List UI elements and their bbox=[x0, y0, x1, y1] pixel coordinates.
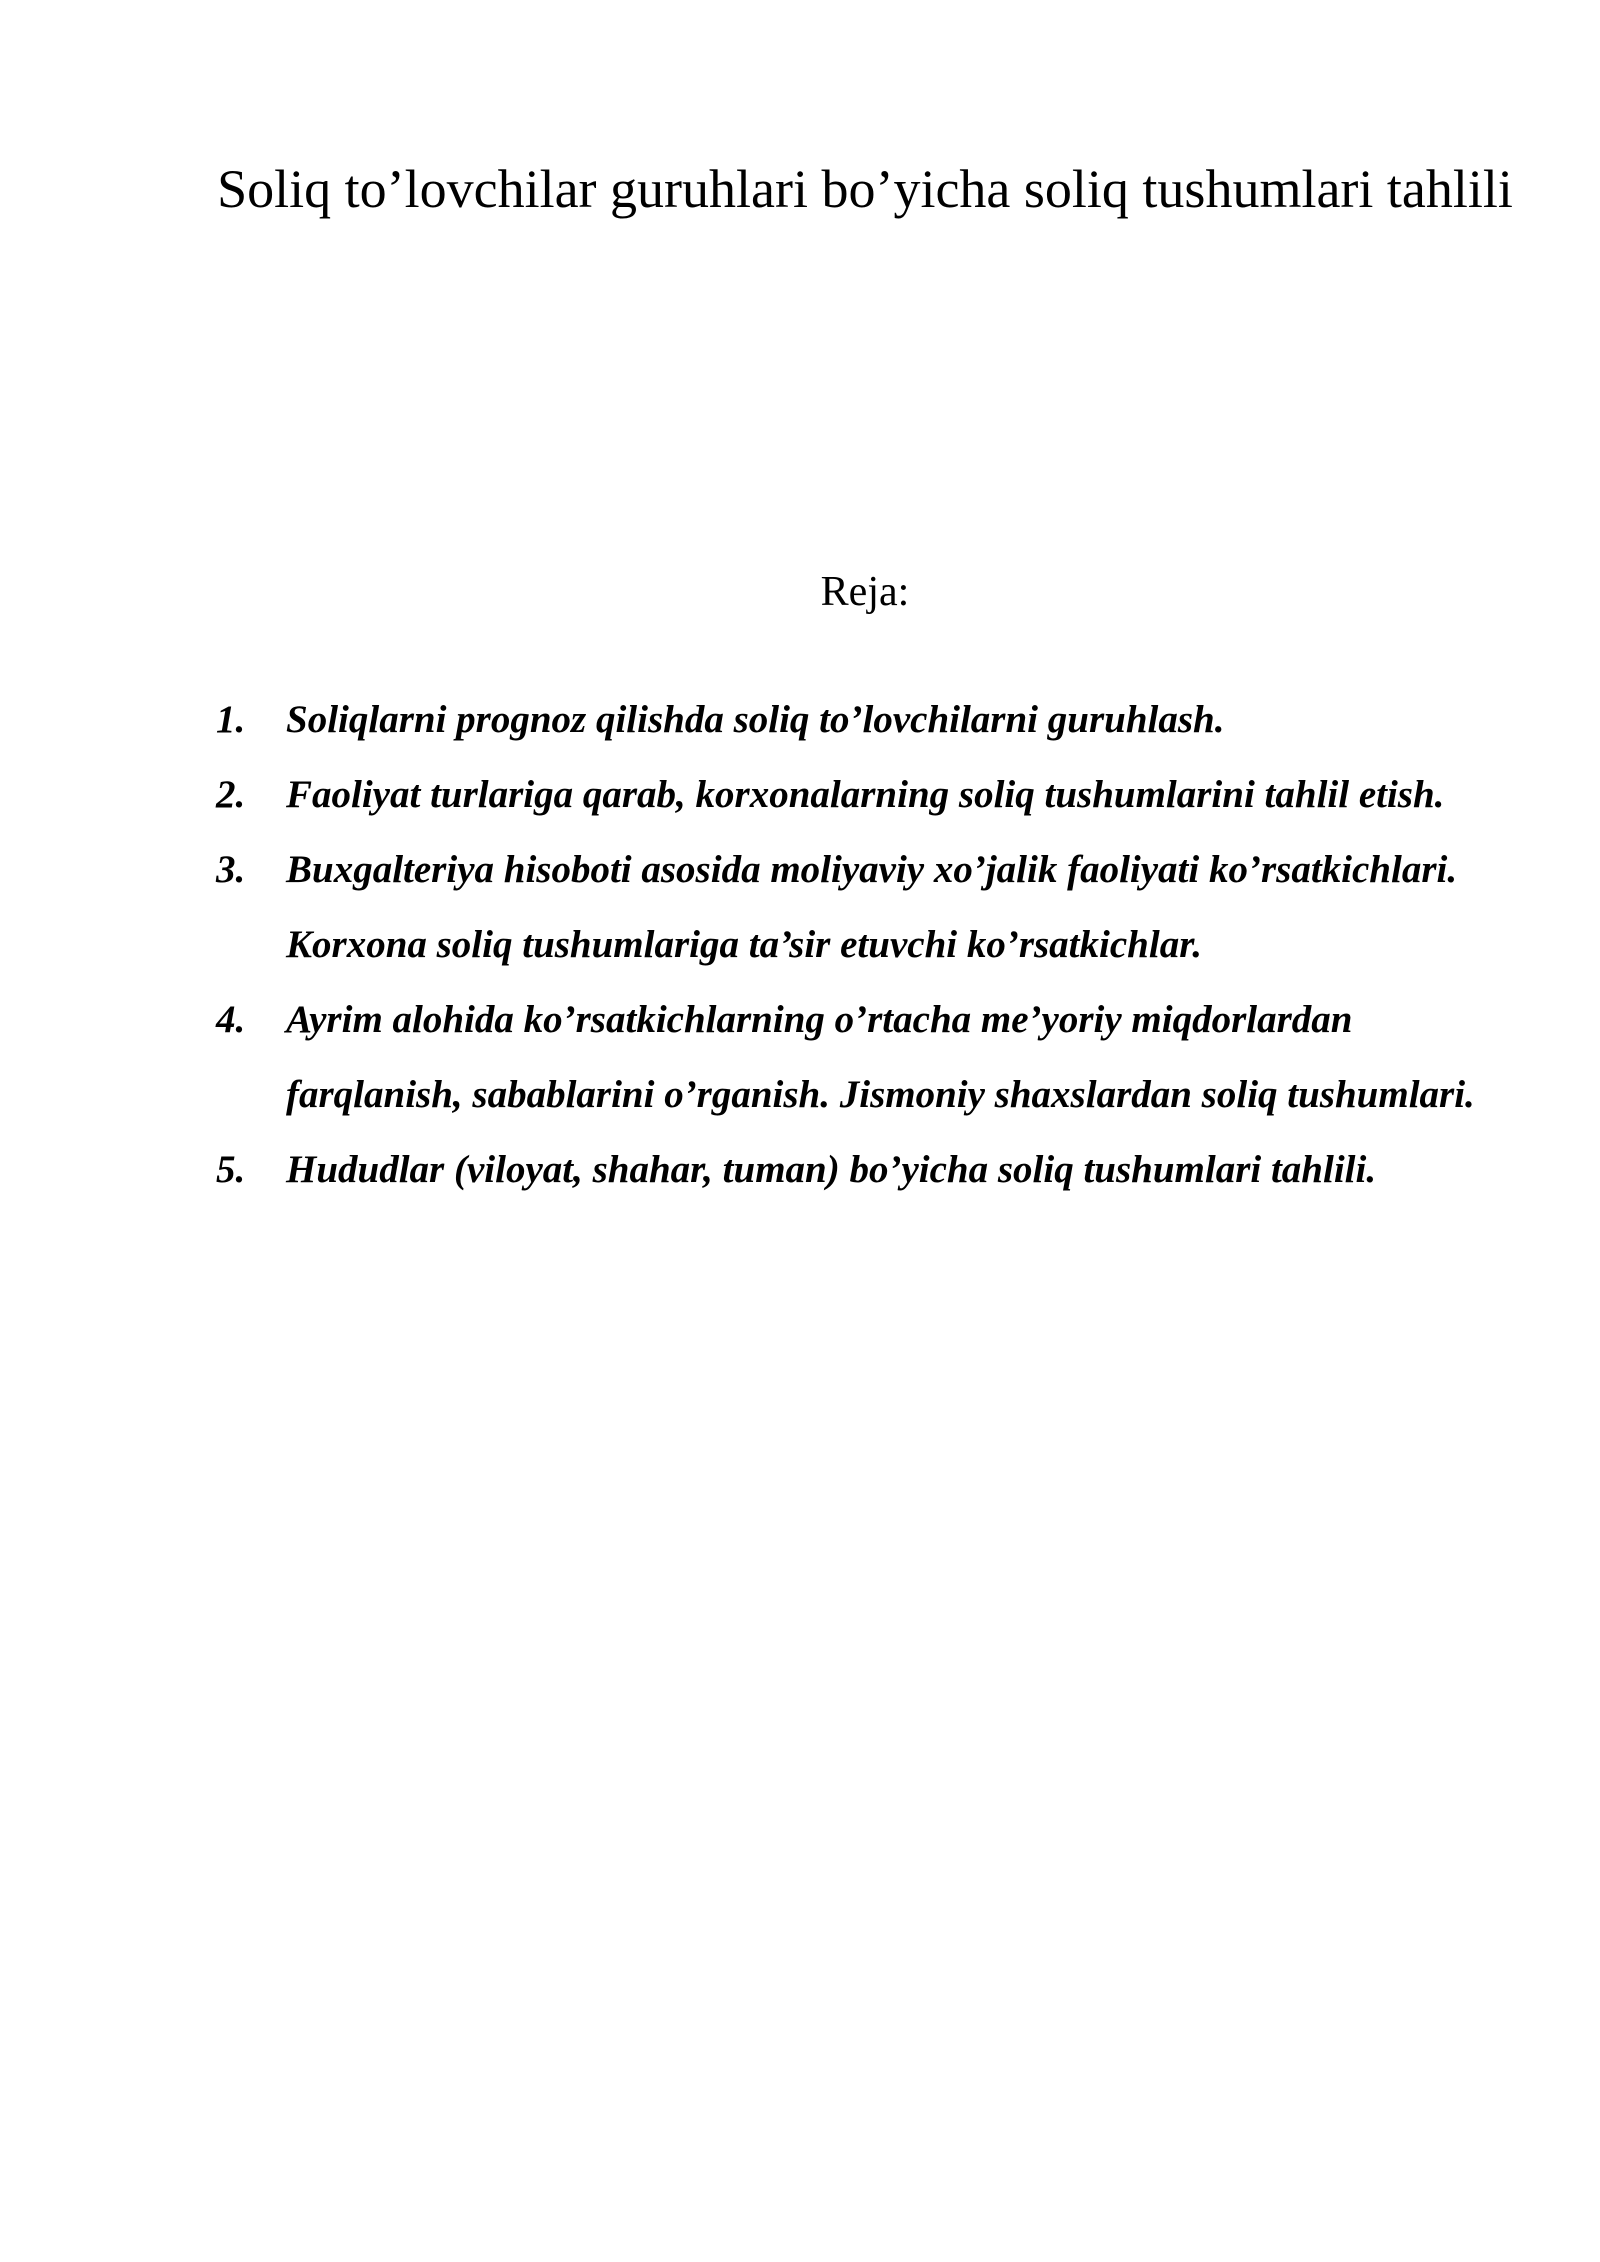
document-title: Soliq to’lovchilar guruhlari bo’yicha soliq tushumlari tahlili bbox=[217, 159, 1513, 219]
plan-item-number: 5. bbox=[216, 1148, 246, 1191]
plan-list bbox=[216, 682, 1506, 1207]
plan-item bbox=[216, 1132, 1506, 1207]
plan-item bbox=[216, 682, 1506, 757]
plan-item-text: Buxgalteriya hisoboti asosida moliyaviy xo’jalik faoliyati ko’rsatkichlari. Korxona soliq tushumlariga ta’sir etuvchi ko’rsatkichlar. bbox=[286, 848, 1458, 966]
plan-item-text: Ayrim alohida ko’rsatkichlarning o’rtacha me’yoriy miqdorlardan farqlanish, sabablarini o’rganish. Jismoniy shaxslardan soliq tushumlari. bbox=[286, 998, 1475, 1116]
plan-item-number: 2. bbox=[216, 773, 246, 816]
plan-item-text: Soliqlarni prognoz qilishda soliq to’lovchilarni guruhlash. bbox=[286, 698, 1225, 741]
plan-item-number: 3. bbox=[216, 848, 246, 891]
plan-item-text: Hududlar (viloyat, shahar, tuman) bo’yicha soliq tushumlari tahlili. bbox=[286, 1148, 1377, 1191]
plan-item-number: 1. bbox=[216, 698, 246, 741]
plan-item-number: 4. bbox=[216, 998, 246, 1041]
plan-heading: Reja: bbox=[820, 569, 910, 615]
plan-item-text: Faoliyat turlariga qarab, korxonalarning soliq tushumlarini tahlil etish. bbox=[286, 773, 1445, 816]
plan-item bbox=[216, 832, 1506, 982]
plan-item bbox=[216, 982, 1506, 1132]
plan-item bbox=[216, 757, 1506, 832]
